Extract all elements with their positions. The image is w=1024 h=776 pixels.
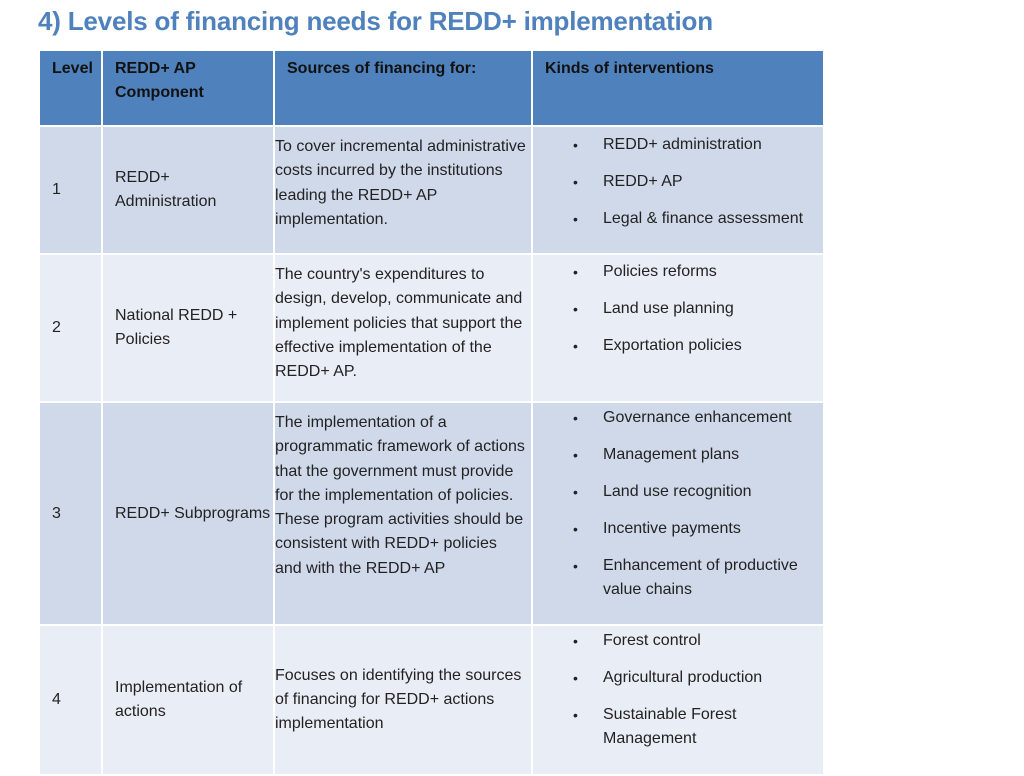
- list-item: [533, 703, 815, 751]
- table-row: [39, 402, 824, 625]
- bullet-icon: •: [573, 484, 578, 500]
- bullet-icon: •: [573, 264, 578, 280]
- header-interventions: Kinds of interventions: [532, 50, 824, 126]
- list-item: [533, 666, 815, 690]
- bullet-icon: •: [573, 521, 578, 537]
- intervention-text: Incentive payments: [603, 520, 741, 537]
- interventions-list: [533, 406, 815, 602]
- bullet-icon: •: [573, 174, 578, 190]
- table-row: [39, 126, 824, 254]
- interventions-cell: [532, 126, 824, 254]
- list-item: [533, 297, 815, 321]
- bullet-icon: •: [573, 301, 578, 317]
- list-item: [533, 443, 815, 467]
- list-item: [533, 260, 815, 284]
- component-cell: REDD+ Subprograms: [102, 402, 274, 625]
- bullet-icon: •: [573, 410, 578, 426]
- bullet-icon: •: [573, 633, 578, 649]
- interventions-list: [533, 629, 815, 751]
- component-cell: National REDD + Policies: [102, 254, 274, 402]
- list-item: [533, 517, 815, 541]
- interventions-cell: [532, 625, 824, 775]
- intervention-text: Governance enhancement: [603, 409, 792, 426]
- header-component: REDD+ AP Component: [102, 50, 274, 126]
- intervention-text: Land use recognition: [603, 483, 752, 500]
- level-cell: 2: [39, 254, 102, 402]
- list-item: [533, 554, 815, 602]
- intervention-text: Land use planning: [603, 300, 734, 317]
- list-item: [533, 170, 815, 194]
- level-cell: 1: [39, 126, 102, 254]
- interventions-cell: [532, 402, 824, 625]
- table-row: [39, 625, 824, 775]
- bullet-icon: •: [573, 707, 578, 723]
- component-cell: REDD+ Administration: [102, 126, 274, 254]
- header-level: Level: [39, 50, 102, 126]
- list-item: [533, 629, 815, 653]
- level-cell: 3: [39, 402, 102, 625]
- interventions-list: [533, 260, 815, 358]
- sources-cell: The country's expenditures to design, develop, communicate and implement policies that support the effective implementation of the REDD+ AP.: [274, 254, 532, 402]
- list-item: [533, 334, 815, 358]
- bullet-icon: •: [573, 447, 578, 463]
- sources-cell: The implementation of a programmatic framework of actions that the government must provide for the implementation of policies. These program activities should be consistent with REDD+ policies and with the REDD+ AP: [274, 402, 532, 625]
- interventions-cell: [532, 254, 824, 402]
- bullet-icon: •: [573, 211, 578, 227]
- list-item: [533, 406, 815, 430]
- level-cell: 4: [39, 625, 102, 775]
- intervention-text: Policies reforms: [603, 263, 717, 280]
- intervention-text: Forest control: [603, 632, 701, 649]
- interventions-list: [533, 133, 815, 231]
- list-item: [533, 480, 815, 504]
- bullet-icon: •: [573, 338, 578, 354]
- intervention-text: REDD+ administration: [603, 136, 762, 153]
- bullet-icon: •: [573, 670, 578, 686]
- intervention-text: Management plans: [603, 446, 740, 463]
- intervention-text: Legal & finance assessment: [603, 210, 804, 227]
- bullet-icon: •: [573, 137, 578, 153]
- bullet-icon: •: [573, 558, 578, 574]
- sources-cell: To cover incremental administrative costs incurred by the institutions leading the REDD+ AP implementation.: [274, 126, 532, 254]
- intervention-text: REDD+ AP: [603, 173, 683, 190]
- sources-cell: Focuses on identifying the sources of financing for REDD+ actions implementation: [274, 625, 532, 775]
- component-cell: Implementation of actions: [102, 625, 274, 775]
- financing-levels-table: [38, 49, 825, 776]
- financing-levels-table-container: [38, 49, 825, 776]
- list-item: [533, 133, 815, 157]
- table-header-row: [39, 50, 824, 126]
- intervention-text: Sustainable Forest Management: [603, 706, 737, 747]
- header-sources: Sources of financing for:: [274, 50, 532, 126]
- intervention-text: Exportation policies: [603, 337, 742, 354]
- slide-title: 4) Levels of financing needs for REDD+ implementation: [38, 6, 713, 36]
- intervention-text: Agricultural production: [603, 669, 763, 686]
- list-item: [533, 207, 815, 231]
- table-row: [39, 254, 824, 402]
- intervention-text: Enhancement of productive value chains: [603, 557, 798, 598]
